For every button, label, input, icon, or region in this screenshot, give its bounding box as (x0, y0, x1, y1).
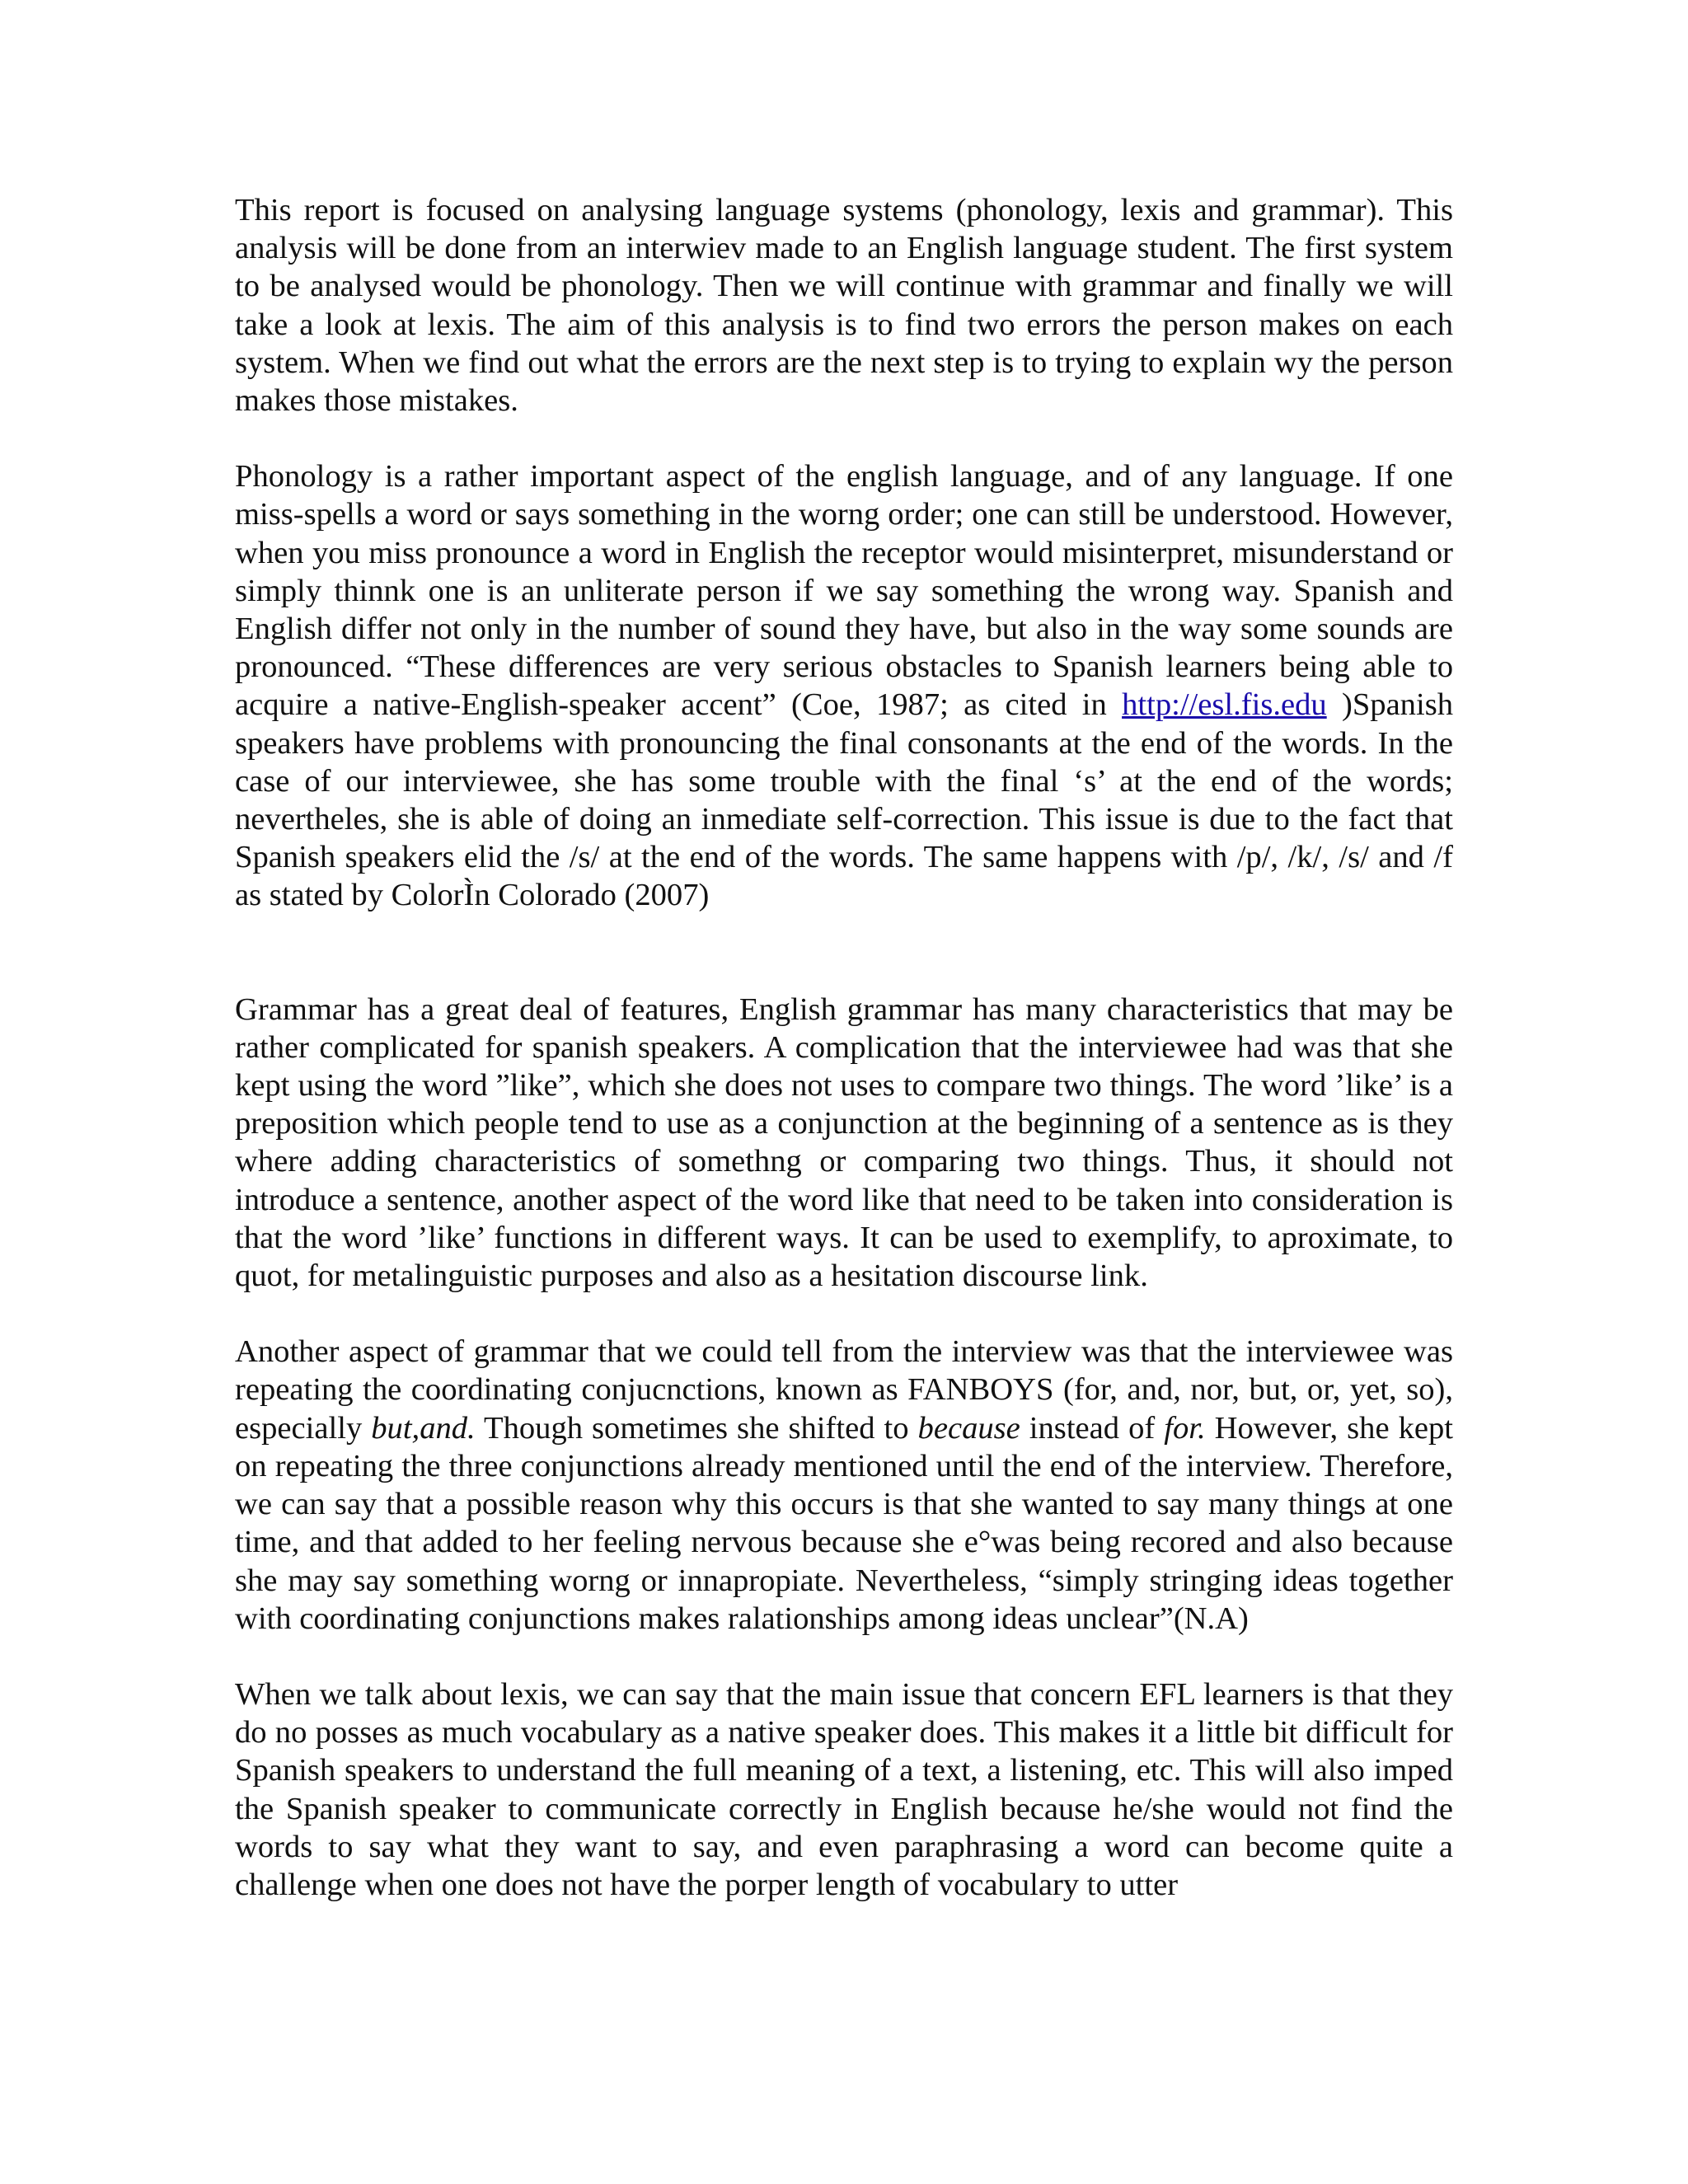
phonology-text-before-link: Phonology is a rather important aspect of the english language, and of any language. If one miss-spells a word or says something in the worng order; one can still be understood. However, when you miss pronounce a word in English the receptor would misinterpret, misunderstand or simply thinnk one is an unliterate person if we say something the wrong way. Spanish and English differ not only in the number of sound they have, but also in the way some sounds are pronounced. “These differences are very serious obstacles to Spanish learners being able to acquire a native-English-speaker accent” (Coe, 1987; as cited in (235, 459, 1453, 723)
lexis-paragraph: When we talk about lexis, we can say that the main issue that concern EFL learners is that they do no posses as much vocabulary as a native speaker does. This makes it a little bit difficult for Spanish speakers to understand the full meaning of a text, a listening, etc. This will also imped the Spanish speaker to communicate correctly in English because he/she would not find the words to say what they want to say, and even paraphrasing a word can become quite a challenge when one does not have the porper length of vocabulary to utter (235, 1676, 1453, 1902)
conjunctions-emphasis-but-and: but,and. (371, 1410, 476, 1446)
conjunctions-text-part4: However, she kept on repeating the three conjunctions already mentioned until the end of the interview. Therefore, we can say that a possible reason why this occurs is that she wanted to say many things at one time, and that added to her feeling nervous because she e°was being recored and also because she may say something worng or innapropiate. Nevertheless, “simply stringing ideas together with coordinating conjunctions makes ralationships among ideas unclear”(N.A) (235, 1410, 1453, 1636)
conjunctions-text-part1: Another aspect of grammar that we could tell from the interview was that the interviewee was repeating the coordinating conjucnctions, known as FANBOYS (for, and, nor, but, or, yet, so), especially (235, 1334, 1453, 1446)
conjunctions-paragraph (235, 1333, 1453, 1638)
intro-paragraph: This report is focused on analysing language systems (phonology, lexis and grammar). This analysis will be done from an interwiev made to an English language student. The first system to be analysed would be phonology. Then we will continue with grammar and finally we will take a look at lexis. The aim of this analysis is to find two errors the person makes on each system. When we find out what the errors are the next step is to trying to explain wy the person makes those mistakes. (235, 193, 1453, 419)
esl-link[interactable]: http://esl.fis.edu (1122, 687, 1327, 723)
grammar-paragraph: Grammar has a great deal of features, English grammar has many characteristics that may be rather complicated for spanish speakers. A complication that the interviewee had was that she kept using the word ”like”, which she does not uses to compare two things. The word ’like’ is a preposition which people tend to use as a conjunction at the beginning of a sentence as is they where adding characteristics of somethng or comparing two things. Thus, it should not introduce a sentence, another aspect of the word like that need to be taken into consideration is that the word ’like’ functions in different ways. It can be used to exemplify, to aproximate, to quot, for metalinguistic purposes and also as a hesitation discourse link. (235, 991, 1453, 1294)
conjunctions-text-part2: Though sometimes she shifted to (475, 1410, 918, 1446)
phonology-text-after-link: )Spanish speakers have problems with pronouncing the final consonants at the end of the words. In the case of our interviewee, she has some trouble with the final ‘s’ at the end of the words; nevertheles, she is able of doing an inmediate self-correction. This issue is due to the fact that Spanish speakers elid the /s/ at the end of the words. The same happens with /p/, /k/, /s/ and /f as stated by ColorÌn Colorado (2007) (235, 687, 1453, 913)
conjunctions-emphasis-for: for. (1164, 1410, 1206, 1446)
conjunctions-emphasis-because: because (917, 1410, 1020, 1446)
phonology-paragraph (235, 457, 1453, 914)
document-body (235, 191, 1453, 1904)
conjunctions-text-part3: instead of (1020, 1410, 1165, 1446)
